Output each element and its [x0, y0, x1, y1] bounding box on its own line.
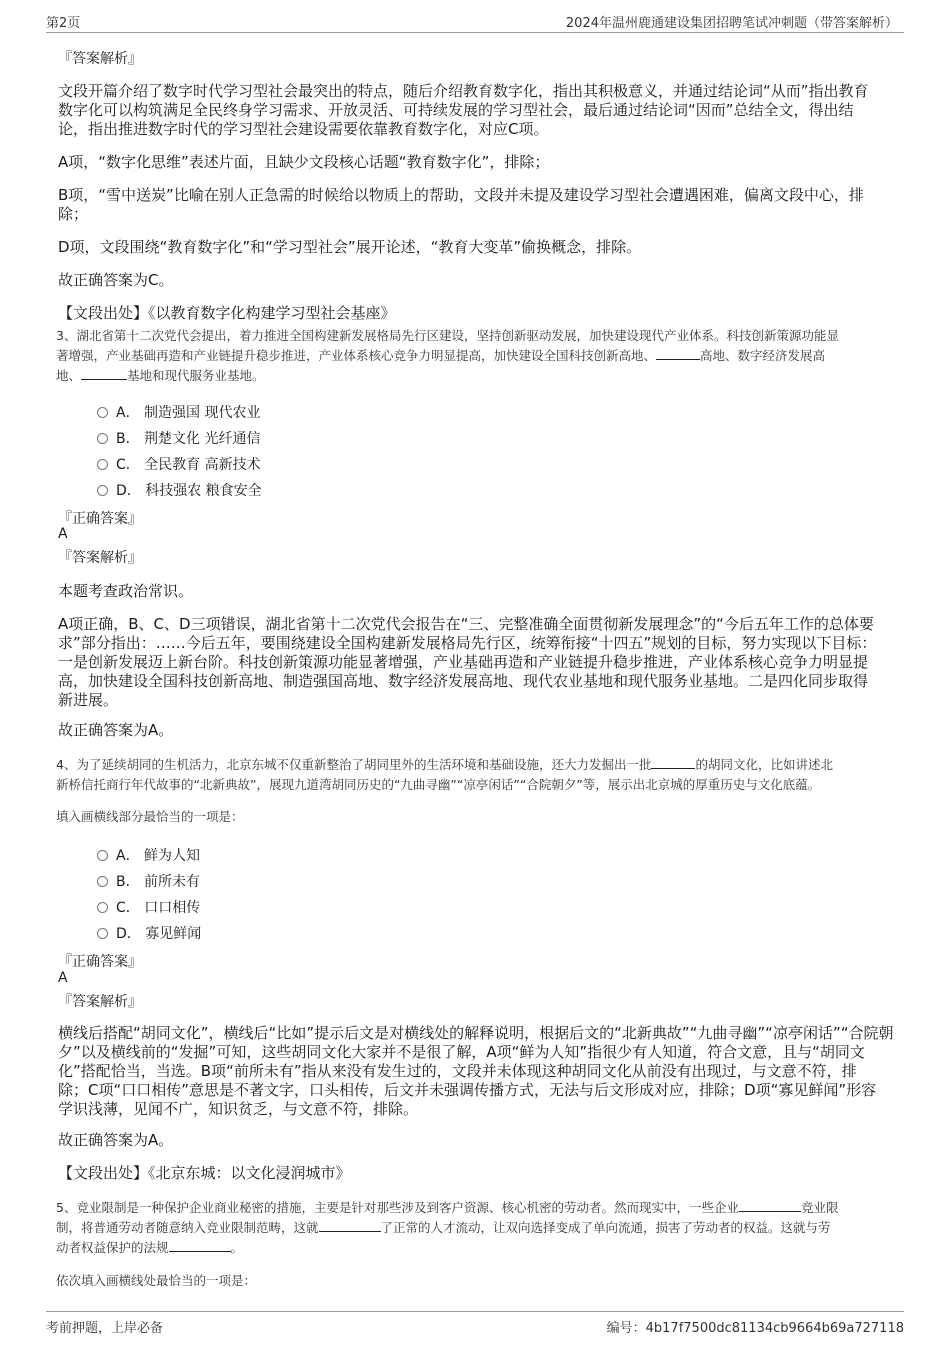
- q3-answer: A: [58, 526, 68, 542]
- q4-stem: 4、为了延续胡同的生机活力，北京东城不仅重新整治了胡同里外的生活环境和基础设施，还大力发掘出一批 的胡同文化，比如讲述北 新桥信托商行年代故事的“北新典故”，展现九道湾胡同历史的“九曲寻幽”“凉亭闲话”“合院朝夕”等，展示出北京城的厚重历史与文化底蕴。: [56, 757, 833, 792]
- q4-prompt: 填入画横线部分最恰当的一项是：: [56, 809, 244, 824]
- q5-stem: 5、竞业限制是一种保护企业商业秘密的措施，主要是针对那些涉及到客户资源、核心机密的劳动者。然而现实中，一些企业 竞业限 制，将普通劳动者随意纳入竞业限制范畴，这就 了正常的人才流动，让双向选择变成了单向流通，损害了劳动者的权益。这就与劳 动者权益保护的法规 。: [56, 1200, 839, 1255]
- q3-option-a[interactable]: A． 制造强国 现代农业: [97, 402, 260, 422]
- radio-button[interactable]: [97, 928, 108, 939]
- page-footer: [46, 1311, 904, 1338]
- q3-option-c[interactable]: C． 全民教育 高新技术: [97, 454, 261, 474]
- q4-answer: A: [58, 970, 68, 986]
- radio-button[interactable]: [97, 433, 108, 444]
- radio-button[interactable]: [97, 876, 108, 887]
- document-title: 2024年温州鹿通建设集团招聘笔试冲刺题（带答案解析）: [565, 16, 898, 31]
- radio-button[interactable]: [97, 485, 108, 496]
- q2-option-a-analysis: A项，“数字化思维”表述片面，且缺少文段核心话题“教育数字化”，排除；: [58, 153, 550, 171]
- q3-analysis-body: A项正确，B、C、D三项错误，湖北省第十二次党代会报告在“三、完整准确全面贯彻新发展理念”的“今后五年工作的总体要 求”部分指出：……今后五年，要围绕建设全国构建新发展格局先行区，统筹衔接“十四五”规划的目标，努力实现以下目标： 一是创新发展迈上新台阶。科技创新策源功能显著增强，产业基础再造和产业链提升稳步推进，产业体系核心竞争力明显提 高，加快建设全国科技创新高地、制造强国高地、数字经济发展高地、现代农业基地和现代服务业基地。二是四化同步取得 新进展。: [58, 615, 877, 709]
- q4-option-a[interactable]: A． 鲜为人知: [97, 845, 200, 865]
- radio-button[interactable]: [97, 407, 108, 418]
- q2-source: 【文段出处】《以教育数字化构建学习型社会基座》: [58, 304, 396, 322]
- q4-source: 【文段出处】《北京东城：以文化浸润城市》: [58, 1164, 351, 1182]
- footer-slogan: 考前押题，上岸必备: [46, 1321, 164, 1336]
- q2-conclusion: 故正确答案为C。: [58, 271, 174, 289]
- q4-conclusion: 故正确答案为A。: [58, 1131, 174, 1149]
- q4-option-c[interactable]: C． 口口相传: [97, 897, 200, 917]
- radio-button[interactable]: [97, 902, 108, 913]
- blank: [739, 1199, 801, 1212]
- q2-option-d-analysis: D项，文段围绕“教育数字化”和“学习型社会”展开论述，“教育大变革”偷换概念，排除。: [58, 238, 642, 256]
- q3-analysis-label: 『答案解析』: [58, 550, 142, 566]
- page-header: [46, 8, 904, 33]
- blank: [81, 367, 127, 380]
- blank: [319, 1219, 381, 1232]
- page-number: 第2页: [46, 16, 81, 31]
- q3-option-b[interactable]: B． 荆楚文化 光纤通信: [97, 428, 261, 448]
- q3-stem: 3、湖北省第十二次党代会提出，着力推进全国构建新发展格局先行区建设，坚持创新驱动发展，加快建设现代产业体系。科技创新策源功能显 著增强，产业基础再造和产业链提升稳步推进，产业体系核心竞争力明显提高，加快建设全国科技创新高地、 高地、数字经济发展高 地、 基地和现代服务业基地。: [56, 328, 839, 383]
- q4-option-b[interactable]: B． 前所未有: [97, 871, 200, 891]
- q3-intro: 本题考查政治常识。: [58, 582, 194, 600]
- q2-analysis-para: 文段开篇介绍了数字时代学习型社会最突出的特点，随后介绍教育数字化，指出其积极意义，并通过结论词“从而”指出教育 数字化可以构筑满足全民终身学习需求、开放灵活、可持续发展的学习型社会，最后通过结论词“因而”总结全文，得出结 论，指出推进数字时代的学习型社会建设需要依靠教育数字化，对应C项。: [58, 82, 869, 138]
- q2-analysis-label: 『答案解析』: [58, 51, 142, 67]
- document-code: 编号：4b17f7500dc81134cb9664b69a727118: [606, 1321, 904, 1336]
- q4-answer-label: 『正确答案』: [58, 954, 142, 970]
- q3-option-d[interactable]: D． 科技强农 粮食安全: [97, 480, 262, 500]
- q3-conclusion: 故正确答案为A。: [58, 721, 174, 739]
- blank: [656, 347, 700, 360]
- q4-analysis-body: 横线后搭配“胡同文化”，横线后“比如”提示后文是对横线处的解释说明，根据后文的“北新典故”“九曲寻幽”“凉亭闲话”“合院朝 夕”以及横线前的“发掘”可知，这些胡同文化大家并不是很了解，A项“鲜为人知”指很少有人知道，符合文意，且与“胡同文 化”搭配恰当，当选。B项“前所未有”指从来没有发生过的，文段并未体现这种胡同文化从前没有出现过，与文意不符，排 除；C项“口口相传”意思是不著文字，口头相传，后文并未强调传播方式，无法与后文形成对应，排除；D项“寡见鲜闻”形容 学识浅薄，见闻不广，知识贫乏，与文意不符，排除。: [58, 1024, 894, 1118]
- blank: [651, 756, 695, 769]
- q4-option-d[interactable]: D． 寡见鲜闻: [97, 923, 201, 943]
- radio-button[interactable]: [97, 459, 108, 470]
- blank: [169, 1239, 231, 1252]
- q5-prompt: 依次填入画横线处最恰当的一项是：: [56, 1273, 257, 1288]
- radio-button[interactable]: [97, 850, 108, 861]
- q3-answer-label: 『正确答案』: [58, 511, 142, 527]
- q2-option-b-analysis: B项，“雪中送炭”比喻在别人正急需的时候给以物质上的帮助，文段并未提及建设学习型社会遭遇困难，偏离文段中心，排 除；: [58, 186, 864, 223]
- q4-analysis-label: 『答案解析』: [58, 994, 142, 1010]
